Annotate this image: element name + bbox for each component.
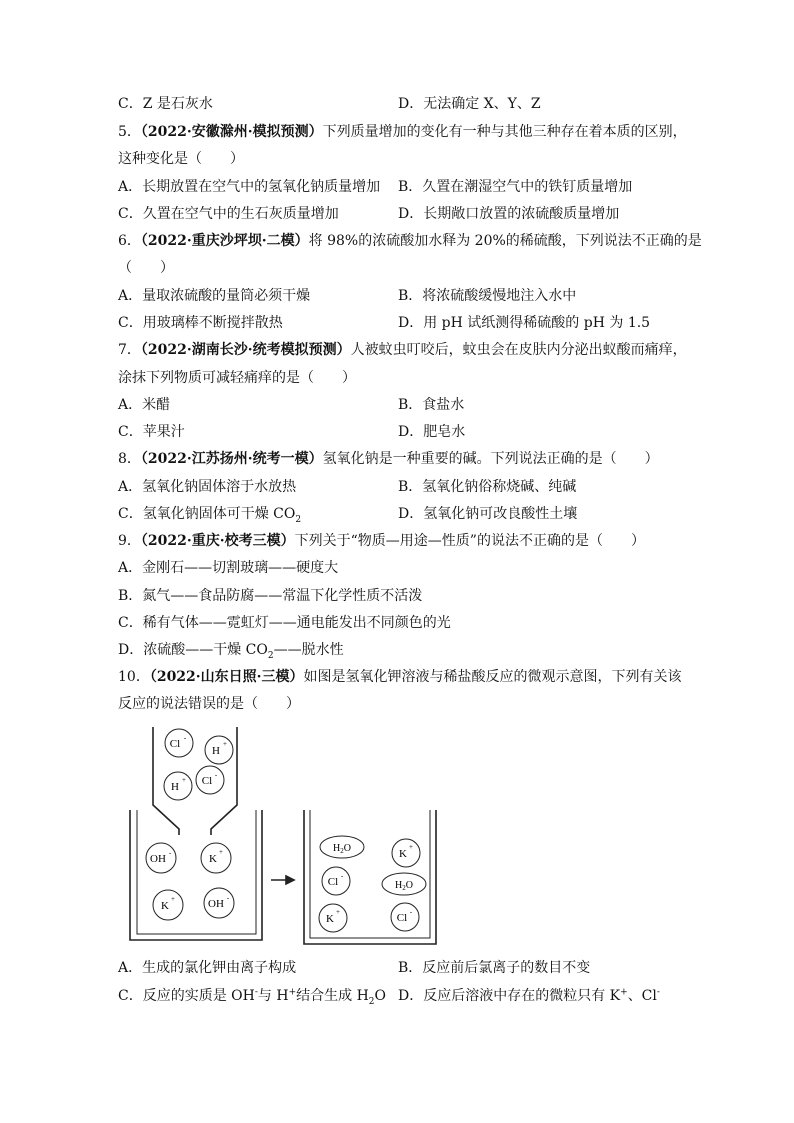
q5-option-c: C．久置在空气中的生石灰质量增加 <box>118 206 339 222</box>
question-number: 6． <box>118 233 141 249</box>
svg-text:-: - <box>226 894 230 902</box>
svg-text:-: - <box>183 734 187 742</box>
svg-text:+: + <box>223 740 227 748</box>
question-source: （2022·山东日照·三模） <box>149 669 304 685</box>
q9-option-c: C．稀有气体——霓虹灯——通电能发出不同颜色的光 <box>118 615 451 631</box>
svg-text:H2O: $H_2O$ <box>333 843 351 855</box>
svg-text:Cl: Cl <box>327 876 339 888</box>
svg-text:-: - <box>409 908 413 916</box>
prev-option-c: C．Z 是石灰水 <box>118 96 213 112</box>
subscript: 2 <box>368 996 375 1007</box>
question-source: （2022·江苏扬州·统考一模） <box>140 451 323 467</box>
q6-option-d: D．用 pH 试纸测得稀硫酸的 pH 为 1.5 <box>398 315 651 331</box>
funnel-ion <box>196 766 224 794</box>
left-beaker-ion <box>153 890 183 920</box>
svg-text:+: + <box>182 776 186 784</box>
question-5-stem-cont: 这种变化是（ ） <box>118 151 244 167</box>
q6-option-b: B．将浓硫酸缓慢地注入水中 <box>398 288 577 304</box>
q5-option-a: A．长期放置在空气中的氢氧化钠质量增加 <box>118 179 381 195</box>
left-beaker-ion <box>146 843 176 873</box>
option-text: ——脱水性 <box>273 642 344 658</box>
prev-option-d: D．无法确定 X、Y、Z <box>398 96 541 112</box>
question-number: 8． <box>118 451 141 467</box>
question-6-stem-cont: （ ） <box>118 260 174 276</box>
svg-text:+: + <box>336 908 340 916</box>
question-text: 下列关于“物质—用途—性质”的说法不正确的是（ ） <box>294 533 645 549</box>
question-text: 氢氧化钠是一种重要的碱。下列说法正确的是（ ） <box>322 451 659 467</box>
question-text: 如图是氢氧化钾溶液与稀盐酸反应的微观示意图，下列有关该 <box>303 669 682 685</box>
svg-text:OH: OH <box>150 853 166 865</box>
q10-option-b: B．反应前后氯离子的数目不变 <box>398 960 591 976</box>
q8-option-b: B．氢氧化钠俗称烧碱、纯碱 <box>398 479 577 495</box>
svg-text:K: K <box>209 853 217 865</box>
right-beaker-water <box>320 836 364 858</box>
superscript: + <box>288 987 297 998</box>
q5-option-d: D．长期敞口放置的浓硫酸质量增加 <box>398 206 620 222</box>
superscript: - <box>656 987 660 998</box>
right-beaker-ion <box>392 839 420 867</box>
funnel-ion <box>205 736 233 764</box>
svg-text:-: - <box>168 849 172 857</box>
svg-text:K: K <box>326 913 334 925</box>
subscript: 2 <box>267 650 274 661</box>
question-number: 10． <box>118 669 150 685</box>
q7-option-c: C．苹果汁 <box>118 424 185 440</box>
svg-text:+: + <box>409 843 413 851</box>
left-beaker <box>130 810 262 940</box>
option-text: O <box>374 988 387 1004</box>
funnel-ion <box>164 772 192 800</box>
left-beaker-ion <box>201 843 231 873</box>
svg-text:K: K <box>161 900 169 912</box>
question-source: （2022·安徽滁州·模拟预测） <box>140 124 323 140</box>
question-source: （2022·重庆·校考三模） <box>140 533 295 549</box>
question-number: 7． <box>118 342 141 358</box>
arrow-head <box>286 876 294 884</box>
svg-text:H2O: $H_2O$ <box>395 880 413 892</box>
option-text: D．反应后溶液中存在的微粒只有 K <box>398 988 621 1004</box>
right-beaker-ion <box>319 904 347 932</box>
svg-text:-: - <box>214 771 218 779</box>
option-text: D．浓硫酸——干燥 CO <box>118 642 268 658</box>
q7-option-b: B．食盐水 <box>398 397 465 413</box>
svg-text:Cl: Cl <box>201 775 213 787</box>
option-text: 结合生成 H <box>296 988 369 1004</box>
q10-option-c <box>118 986 386 1006</box>
question-number: 9． <box>118 533 141 549</box>
option-text: 、Cl <box>627 988 657 1004</box>
question-number: 5． <box>118 124 141 140</box>
q10-option-a: A．生成的氯化钾由离子构成 <box>118 960 297 976</box>
svg-text:OH: OH <box>208 898 224 910</box>
right-beaker-water <box>382 873 426 895</box>
svg-text:+: + <box>171 895 175 903</box>
option-text: 与 H <box>257 988 289 1004</box>
question-10-stem-cont: 反应的说法错误的是（ ） <box>118 696 300 712</box>
q9-option-b: B．氮气——食品防腐——常温下化学性质不活泼 <box>118 588 423 604</box>
svg-text:H: H <box>171 781 179 793</box>
question-text: 将 98%的浓硫酸加水释为 20%的稀硫酸，下列说法不正确的是 <box>308 233 702 249</box>
superscript: - <box>254 987 258 998</box>
question-source: （2022·重庆沙坪坝·二模） <box>140 233 309 249</box>
question-text: 下列质量增加的变化有一种与其他三种存在着本质的区别， <box>322 124 687 140</box>
option-text: C．反应的实质是 OH <box>118 988 255 1004</box>
q8-option-d: D．氢氧化钠可改良酸性土壤 <box>398 506 578 522</box>
svg-text:K: K <box>399 848 407 860</box>
q9-option-a: A．金刚石——切割玻璃——硬度大 <box>118 560 339 576</box>
funnel-ion <box>165 729 193 757</box>
q7-option-a: A．米醋 <box>118 397 171 413</box>
q5-option-b: B．久置在潮湿空气中的铁钉质量增加 <box>398 179 633 195</box>
question-text: 人被蚊虫叮咬后，蚊虫会在皮肤内分泌出蚁酸而痛痒， <box>350 342 687 358</box>
question-source: （2022·湖南长沙·统考模拟预测） <box>140 342 351 358</box>
q7-option-d: D．肥皂水 <box>398 424 466 440</box>
question-7-stem-cont: 涂抹下列物质可减轻痛痒的是（ ） <box>118 370 356 386</box>
option-text: C．氢氧化钠固体可干燥 CO <box>118 506 296 522</box>
right-beaker-ion <box>391 903 419 931</box>
svg-text:H: H <box>212 745 220 757</box>
q6-option-a: A．量取浓硫酸的量筒必须干燥 <box>118 288 311 304</box>
svg-text:Cl: Cl <box>169 738 181 750</box>
superscript: + <box>620 987 628 998</box>
svg-text:-: - <box>340 872 344 880</box>
subscript: 2 <box>295 514 302 525</box>
right-beaker-ion <box>322 867 350 895</box>
svg-text:+: + <box>219 848 223 856</box>
q8-option-a: A．氢氧化钠固体溶于水放热 <box>118 479 297 495</box>
q10-option-d <box>398 986 660 1006</box>
q6-option-c: C．用玻璃棒不断搅拌散热 <box>118 315 283 331</box>
left-beaker-ion <box>204 888 234 918</box>
svg-text:Cl: Cl <box>396 912 408 924</box>
